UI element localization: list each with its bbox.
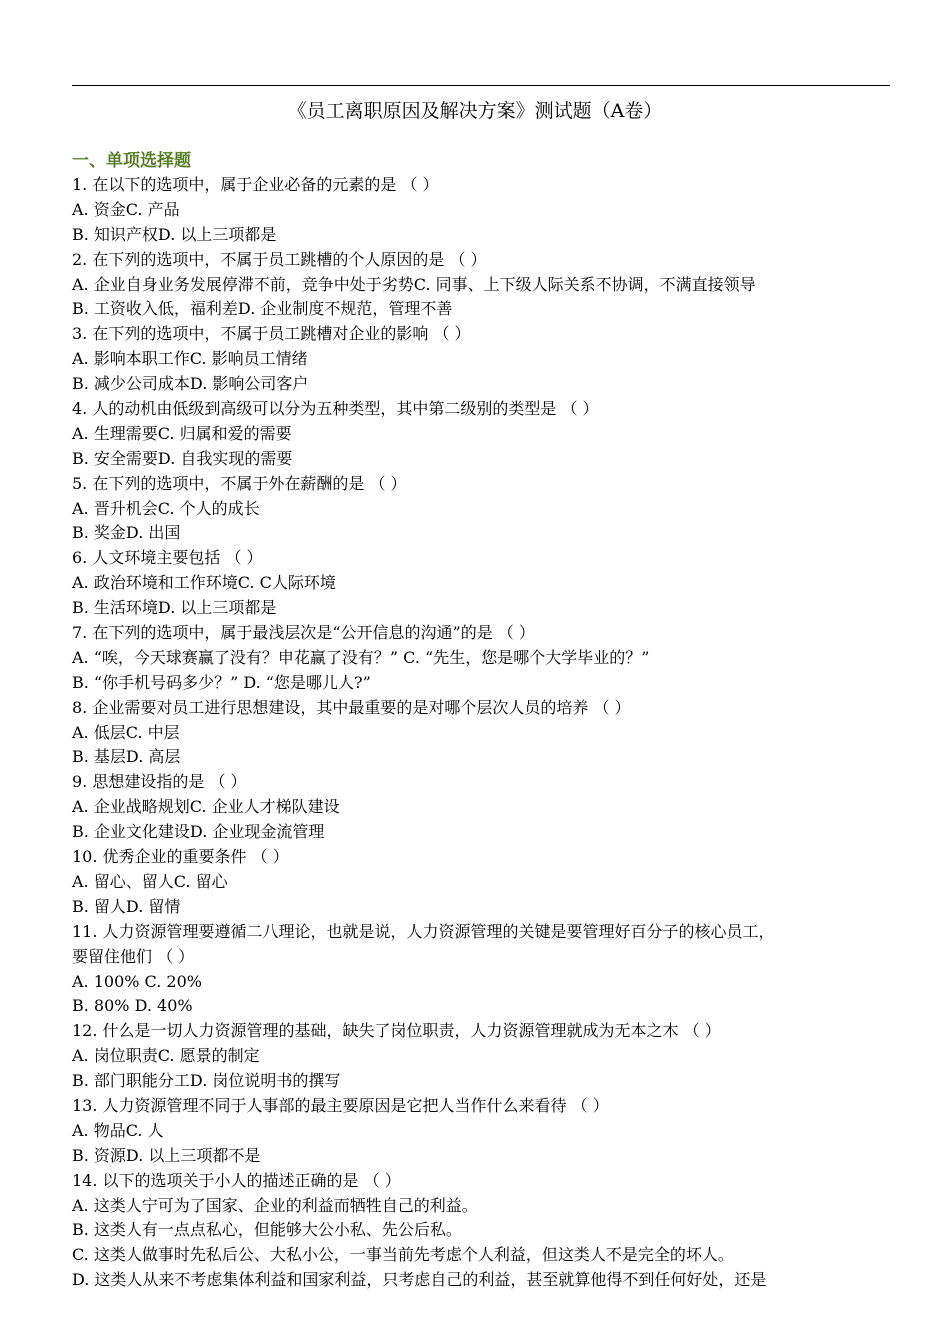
text-line: A. 晋升机会C. 个人的成长 [72,498,260,518]
text-line: C. 这类人做事时先私后公、大私小公，一事当前先考虑个人利益，但这类人不是完全的坏人。 [72,1245,734,1265]
text-line: B. 安全需要D. 自我实现的需要 [72,448,293,468]
text-line: A. 影响本职工作C. 影响员工情绪 [72,349,308,369]
text-line: B. 工资收入低，福利差D. 企业制度不规范，管理不善 [72,299,453,319]
text-line: 14. 以下的选项关于小人的描述正确的是 （ ） [72,1170,401,1190]
text-line: B. 这类人有一点点私心，但能够大公小私、先公后私。 [72,1220,462,1240]
text-line: B. 部门职能分工D. 岗位说明书的撰写 [72,1071,341,1091]
text-line: 6. 人文环境主要包括 （ ） [72,548,263,568]
text-line: A. 100% C. 20% [72,971,202,991]
text-line: A. “唉，今天球赛赢了没有？申花赢了没有？” C. “先生，您是哪个大学毕业的？” [72,647,650,667]
section-heading: 一、单项选择题 [72,151,191,171]
text-line: A. 低层C. 中层 [72,722,180,742]
text-line: 1. 在以下的选项中，属于企业必备的元素的是 （ ） [72,175,439,194]
text-line: 5. 在下列的选项中，不属于外在薪酬的是 （ ） [72,473,407,493]
text-line: 8. 企业需要对员工进行思想建设，其中最重要的是对哪个层次人员的培养 （ ） [72,697,631,717]
text-line: 7. 在下列的选项中，属于最浅层次是“公开信息的沟通”的是 （ ） [72,623,535,643]
text-line: A. 岗位职责C. 愿景的制定 [72,1046,260,1066]
text-line: A. 企业自身业务发展停滞不前，竞争中处于劣势C. 同事、上下级人际关系不协调，不满直接领导 [72,274,756,294]
text-line: A. 资金C. 产品 [72,199,180,219]
text-line: B. 资源D. 以上三项都不是 [72,1145,261,1165]
header-rule [72,85,890,86]
document-title: 《员工离职原因及解决方案》测试题（A卷） [287,100,663,122]
text-line: B. 奖金D. 出国 [72,523,181,543]
text-line: B. 基层D. 高层 [72,747,181,767]
text-line: 12. 什么是一切人力资源管理的基础，缺失了岗位职责，人力资源管理就成为无本之木 （ ） [72,1021,721,1041]
text-line: 3. 在下列的选项中，不属于员工跳槽对企业的影响 （ ） [72,324,471,344]
text-line: D. 这类人从来不考虑集体利益和国家利益，只考虑自己的利益，甚至就算他得不到任何好处，还是 [72,1270,767,1290]
text-line: A. 政治环境和工作环境C. C人际环境 [72,573,336,593]
text-line: A. 企业战略规划C. 企业人才梯队建设 [72,797,340,817]
text-line: B. 知识产权D. 以上三项都是 [72,224,277,244]
text-line: B. 企业文化建设D. 企业现金流管理 [72,822,325,842]
text-line: 11. 人力资源管理要遵循二八理论，也就是说，人力资源管理的关键是要管理好百分子的核心员工， [72,921,775,941]
text-line: B. 80% D. 40% [72,996,193,1016]
text-line: A. 物品C. 人 [72,1120,164,1140]
text-line: 13. 人力资源管理不同于人事部的最主要原因是它把人当作什么来看待 （ ） [72,1095,609,1115]
text-line: 9. 思想建设指的是 （ ） [72,772,247,792]
text-line: 4. 人的动机由低级到高级可以分为五种类型，其中第二级别的类型是 （ ） [72,399,599,419]
text-line: B. 生活环境D. 以上三项都是 [72,598,277,618]
text-line: B. 留人D. 留情 [72,896,181,916]
text-line: B. 减少公司成本D. 影响公司客户 [72,374,309,394]
text-line: A. 这类人宁可为了国家、企业的利益而牺牲自己的利益。 [72,1195,478,1215]
question-list [72,173,894,1293]
text-line: 要留住他们 （ ） [72,946,195,966]
text-line: B. “你手机号码多少？” D. “您是哪儿人?” [72,672,371,692]
text-line: A. 生理需要C. 归属和爱的需要 [72,423,292,443]
text-line: A. 留心、留人C. 留心 [72,871,228,891]
text-line: 2. 在下列的选项中，不属于员工跳槽的个人原因的是 （ ） [72,249,487,269]
text-line: 10. 优秀企业的重要条件 （ ） [72,847,289,867]
